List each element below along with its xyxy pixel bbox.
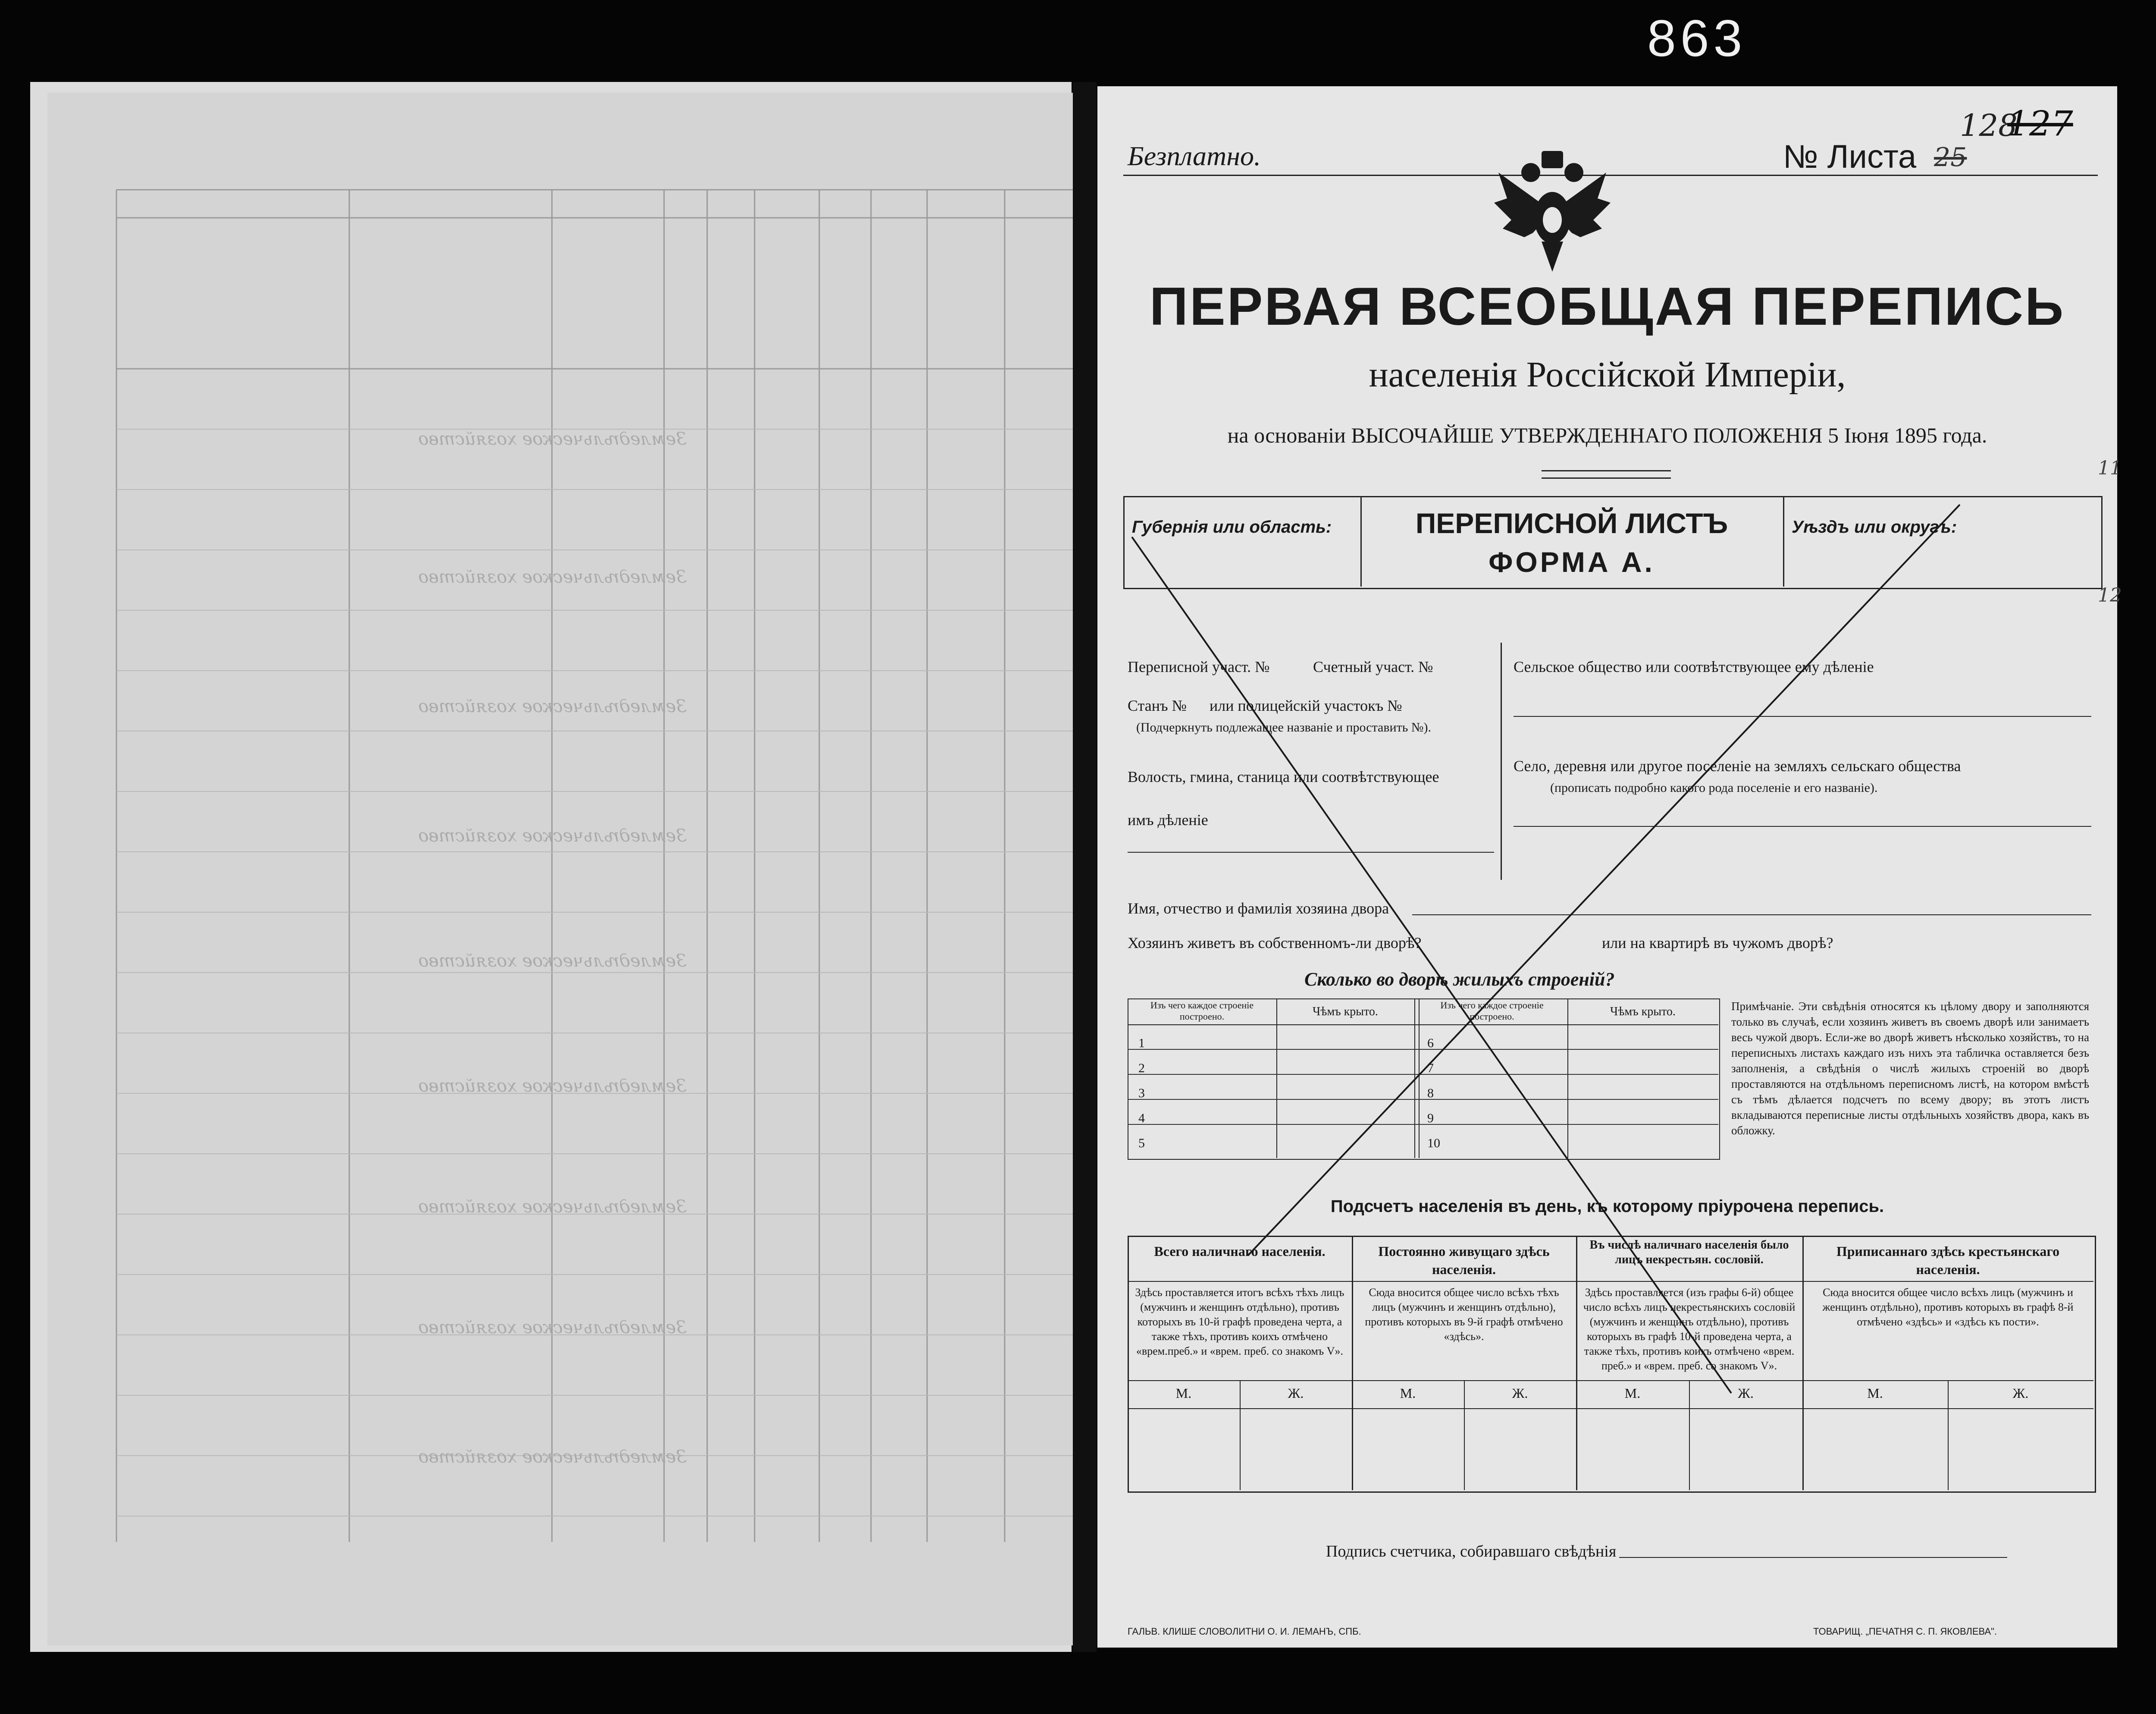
underline-note: (Подчеркнуть подлежащее названіе и проставить №).: [1136, 720, 1431, 735]
buildings-heading: Сколько во дворѣ жилыхъ строеній?: [1304, 969, 1615, 990]
material-header-left: Изъ чего каждое строеніе построено.: [1150, 1000, 1254, 1022]
left-handwriting-row: Земледѣльческое хозяйство: [418, 697, 687, 716]
form-sheet-title: ПЕРЕПИСНОЙ ЛИСТЪ: [1415, 507, 1728, 539]
sheet-label: № Листа: [1783, 138, 1917, 175]
female-label: Ж.: [1288, 1385, 1304, 1401]
village-note: (прописать подробно какого рода поселеніе и его названіе).: [1550, 781, 1878, 795]
roof-header-left: Чѣмъ крыто.: [1313, 1005, 1378, 1018]
signature-label: Подпись счетчика, собиравшаго свѣдѣнія: [1326, 1542, 1617, 1560]
sheet-number: 25: [1934, 142, 1967, 173]
owner-label: Имя, отчество и фамилія хозяина двора: [1128, 900, 1389, 917]
form-letter: ФОРМА А.: [1489, 546, 1655, 578]
male-label: М.: [1400, 1385, 1416, 1401]
margin-number: 11: [2098, 457, 2122, 479]
row-number: 1: [1138, 1036, 1145, 1050]
footer-right: ТОВАРИЩ. „ПЕЧАТНЯ С. П. ЯКОВЛЕВА".: [1813, 1626, 1997, 1637]
row-number: 10: [1427, 1136, 1440, 1150]
count-col-desc-total: Здѣсь проставляется итогъ всѣхъ тѣхъ лицъ (мужчинъ и женщинъ отдѣльно), противъ которыхъ въ 10-й графѣ проведена черта, а также тѣхъ, противъ коихъ отмѣчено «врем.преб.» и «врем. преб. со знакомъ V».: [1135, 1286, 1344, 1357]
left-handwriting-row: Земледѣльческое хозяйство: [418, 1076, 687, 1096]
female-label: Ж.: [1512, 1385, 1528, 1401]
census-district-label: Переписной участ. №: [1128, 658, 1270, 675]
count-col-desc-nonpeasant: Здѣсь проставляется (изъ графы 6-й) общее число всѣхъ лицъ некрестьянскихъ сословій (мужчинъ и женщинъ отдѣльно), противъ которыхъ въ графѣ 10-й проведена черта, а также тѣхъ, противъ коихъ отмѣчено «врем. преб.» и «врем. преб. со знакомъ V».: [1583, 1286, 1796, 1372]
left-page: [47, 93, 1074, 1645]
male-label: М.: [1175, 1385, 1192, 1401]
margin-number: 12: [2098, 584, 2122, 606]
uezd-label: Уѣздъ или округъ:: [1792, 518, 1957, 537]
male-label: М.: [1867, 1385, 1883, 1401]
police-district-label: или полицейскій участокъ №: [1210, 697, 1402, 714]
lives-own-yard-label: Хозяинъ живетъ въ собственномъ-ли дворѣ?: [1128, 934, 1422, 951]
village-label: Село, деревня или другое поселеніе на земляхъ сельскаго общества: [1514, 757, 1961, 775]
cancellation-cross: [1097, 86, 2117, 1648]
left-handwriting-row: Земледѣльческое хозяйство: [418, 1318, 687, 1337]
folio-number-2: 127: [2007, 104, 2073, 144]
form-main-title: ПЕРВАЯ ВСЕОБЩАЯ ПЕРЕПИСЬ: [1149, 277, 2065, 336]
left-handwriting-row: Земледѣльческое хозяйство: [418, 567, 687, 587]
row-number: 9: [1427, 1111, 1434, 1125]
volost-label: Волость, гмина, станица или соотвѣтствующее: [1128, 768, 1439, 785]
stan-label: Станъ №: [1128, 697, 1187, 714]
footer-left: ГАЛЬВ. КЛИШЕ СЛОВОЛИТНИ О. И. ЛЕМАНЪ, СПБ.: [1128, 1626, 1361, 1637]
left-handwriting-row: Земледѣльческое хозяйство: [418, 951, 687, 971]
count-col-title-nonpeasant: Въ числѣ наличнаго населенія было лицъ некрестьян. сословій.: [1589, 1238, 1789, 1266]
count-col-title-total: Всего наличнаго населенія.: [1154, 1243, 1326, 1259]
left-handwriting-row: Земледѣльческое хозяйство: [418, 1447, 687, 1467]
form-subtitle: населенія Россійской Имперіи,: [1369, 355, 1846, 395]
count-col-title-peasant: Приписаннаго здѣсь крестьянскаго населенія.: [1836, 1243, 2060, 1277]
row-number: 2: [1138, 1061, 1145, 1075]
volost-label-cont: имъ дѣленіе: [1128, 811, 1208, 829]
free-label: Безплатно.: [1128, 141, 1261, 171]
count-col-desc-peasant: Сюда вносится общее число всѣхъ лицъ (мужчинъ и женщинъ отдѣльно), противъ которыхъ въ графѣ 8-й отмѣчено «здѣсь» и «здѣсь къ пости».: [1822, 1286, 2074, 1328]
form-basis-line: на основаніи ВЫСОЧАЙШЕ УТВЕРЖДЕННАГО ПОЛОЖЕНІЯ 5 Іюня 1895 года.: [1227, 423, 1987, 447]
row-number: 8: [1427, 1086, 1434, 1100]
count-district-label: Счетный участ. №: [1313, 658, 1433, 675]
left-page-grid: [47, 93, 1074, 1645]
left-handwriting-row: Земледѣльческое хозяйство: [418, 826, 687, 846]
row-number: 3: [1138, 1086, 1145, 1100]
folio-number-1: 128: [1960, 108, 2018, 143]
row-number: 4: [1138, 1111, 1145, 1125]
lives-rented-label: или на квартирѣ въ чужомъ дворѣ?: [1602, 934, 1833, 951]
census-form-page: [1097, 86, 2122, 1648]
female-label: Ж.: [1738, 1385, 1754, 1401]
book-gutter: [1073, 82, 1097, 1652]
archive-stamp-number: 863: [1647, 9, 1747, 67]
male-label: М.: [1624, 1385, 1641, 1401]
row-number: 5: [1138, 1136, 1145, 1150]
row-number: 6: [1427, 1036, 1434, 1050]
left-handwriting-row: Земледѣльческое хозяйство: [418, 429, 687, 449]
roof-header-right: Чѣмъ крыто.: [1610, 1005, 1676, 1018]
count-heading: Подсчетъ населенія въ день, къ которому пріурочена перепись.: [1330, 1197, 1884, 1216]
count-col-title-permanent: Постоянно живущаго здѣсь населенія.: [1378, 1243, 1550, 1277]
rural-society-label: Сельское общество или соотвѣтствующее ему дѣленіе: [1514, 658, 1874, 675]
left-handwriting-row: Земледѣльческое хозяйство: [418, 1197, 687, 1217]
count-col-desc-permanent: Сюда вносится общее число всѣхъ тѣхъ лицъ (мужчинъ и женщинъ отдѣльно), противъ которыхъ въ 9-й графѣ отмѣчено «здѣсь».: [1365, 1286, 1563, 1343]
row-number: 7: [1427, 1061, 1434, 1075]
female-label: Ж.: [2012, 1385, 2029, 1401]
buildings-note: Примѣчаніе. Эти свѣдѣнія относятся къ цѣлому двору и заполняются только въ случаѣ, если хозяинъ живетъ въ своемъ дворѣ или занимаетъ весь чужой дворъ. Если-же во дворѣ живетъ нѣсколько хозяйствъ, то на переписныхъ листахъ каждаго изъ нихъ эта табличка оставляется безъ заполненія, а свѣдѣнія о числѣ жилыхъ строеній во дворѣ проставляются на отдѣльномъ переписномъ листѣ, на котором вмѣстѣ съ тѣмъ дѣлается подсчетъ по всему двору; въ этотъ листъ вкладываются переписные листы отдѣльныхъ хозяйствъ двора, какъ въ обложку.: [1731, 1000, 2089, 1137]
guberniya-label: Губернія или область:: [1132, 518, 1332, 537]
material-header-right: Изъ чего каждое строеніе построено.: [1440, 1000, 1544, 1022]
